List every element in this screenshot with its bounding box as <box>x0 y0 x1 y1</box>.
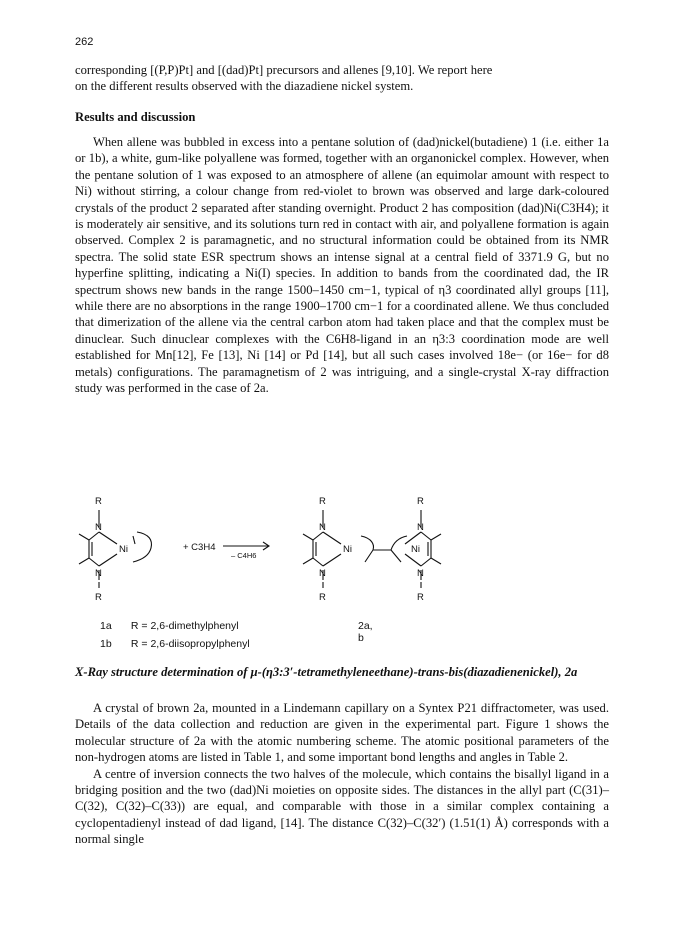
n-label-2-top-right: N <box>417 522 424 533</box>
legend-1b-id: 1b <box>100 638 112 650</box>
results-body <box>75 134 609 397</box>
reaction-scheme-drawing <box>75 488 609 658</box>
ni-label-2-left: Ni <box>343 544 352 555</box>
legend-1b <box>100 638 250 650</box>
ni-label-1: Ni <box>119 544 128 555</box>
reaction-scheme <box>75 488 609 658</box>
legend-1a-text: R = 2,6-dimethylphenyl <box>130 620 239 632</box>
xray-body <box>75 700 609 848</box>
n-label-2-bottom-right: N <box>417 568 424 579</box>
legend-2-label: 2a, b <box>358 620 373 644</box>
n-label-1a-bottom: N <box>95 568 102 579</box>
legend-1b-text: R = 2,6-diisopropylphenyl <box>130 638 250 650</box>
arrow-sub-label: – C4H6 <box>231 551 257 560</box>
r-label-1a-top: R <box>95 496 102 507</box>
r-label-2-top-left: R <box>319 496 326 507</box>
r-label-2-bottom-left: R <box>319 592 326 603</box>
intro-line-2: on the different results observed with the diazadiene nickel system. <box>75 79 414 94</box>
compound-1-structure <box>79 510 151 588</box>
paragraph-3: A centre of inversion connects the two halves of the molecule, which contains the bisallyl ligand in a bridging position and the two (dad)Ni moieties on opposite sides. The distances in the allyl part (C(31)–C(32), C(32)–C(33)) are equal, and comparable with those in a similar complex containing a cyclopentadienyl instead of dad ligand, [14]. The distance C(32)–C(32′) (1.51(1) Å) corresponds with a normal single <box>75 766 609 847</box>
page-number: 262 <box>75 36 94 48</box>
ni-label-2-right: Ni <box>411 544 420 555</box>
r-label-2-bottom-right: R <box>417 592 424 603</box>
section-heading: Results and discussion <box>75 110 196 124</box>
r-label-2-top-right: R <box>417 496 424 507</box>
n-label-1a-top: N <box>95 522 102 533</box>
paragraph-1: When allene was bubbled in excess into a pentane solution of (dad)nickel(butadiene) 1 (i.e. either 1a or 1b), a white, gum-like polyallene was formed, together with an organonickel complex. However, when the pentane solution of 1 was exposed to an atmosphere of allene (an equimolar amount with respect to Ni) without stirring, a colour change from red-violet to brown was observed and large dark-coloured crystals of the product 2 separated after standing overnight. Product 2 has composition (dad)Ni(C3H4); it is moderately air sensitive, and its solutions turn red in contact with air, and polyallene formation is again observed. Complex 2 is paramagnetic, and no structural information could be obtained from its NMR spectra. The solid state ESR spectrum shows an intense signal at a central field of 3371.9 G, but no hyperfine splitting, indicating a Ni(I) species. In addition to bands from the coordinated dad, the IR spectrum shows new bands in the range 1500–1450 cm−1, typical of η3 coordinated allyl groups [11], while there are no absorptions in the range 1900–1700 cm−1 for a coordinated allene. We thus concluded that dimerization of the allene via the central carbon atom had taken place and that the complex must be dinuclear. Such dinuclear complexes with the C6H8-ligand in an η3:3 coordination mode are well established for Mn[12], Fe [13], Ni [14] or Pd [14], but all such cases involved 18e− (or 16e− for d8 metals) configurations. The paramagnetism of 2 was intriguing, and a single-crystal X-ray diffraction study was performed in the case of 2a. <box>75 135 609 396</box>
n-label-2-top-left: N <box>319 522 326 533</box>
xray-section-title: X-Ray structure determination of μ-(η3:3′-tetramethyleneethane)-trans-bis(diazadienenickel), 2a <box>75 665 578 679</box>
r-label-1a-bottom: R <box>95 592 102 603</box>
paragraph-2: A crystal of brown 2a, mounted in a Lindemann capillary on a Syntex P21 diffractometer, was used. Details of the data collection and reduction are given in the experimental part. Figure 1 shows the molecular structure of 2a with the atomic numbering scheme. The atomic positional parameters of the non-hydrogen atoms are listed in Table 1, and some important bond lengths and angles in Table 2. <box>75 701 609 765</box>
reagent-label: + C3H4 <box>183 542 216 553</box>
intro-line-1: corresponding [(P,P)Pt] and [(dad)Pt] precursors and allenes [9,10]. We report here <box>75 63 493 77</box>
intro-text <box>75 62 609 95</box>
legend-1a-id: 1a <box>100 620 112 632</box>
n-label-2-bottom-left: N <box>319 568 326 579</box>
